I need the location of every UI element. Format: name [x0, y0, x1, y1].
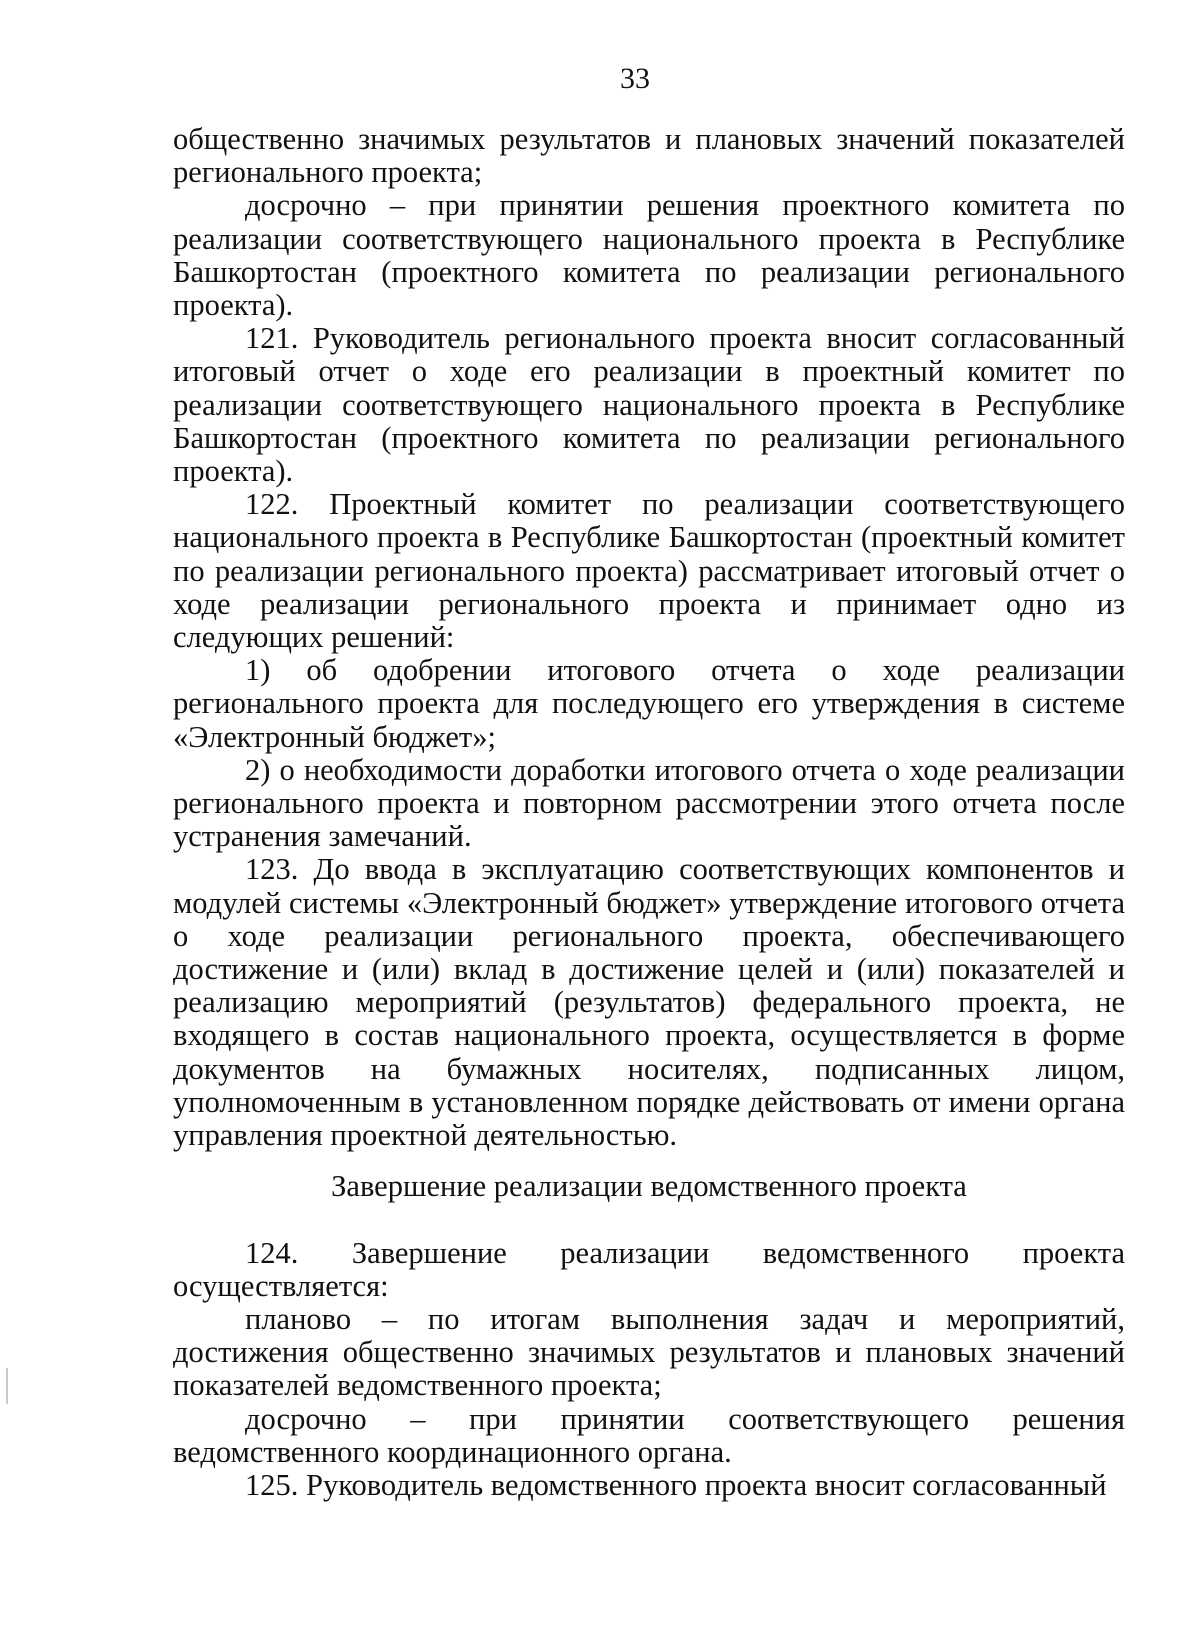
paragraph-early-completion: досрочно – при принятии решения проектного комитета по реализации соответствующего национального проекта в Республике Башкортостан (проектного комитета по реализации регионального проекта).	[173, 188, 1125, 323]
section-heading: Завершение реализации ведомственного проекта	[331, 1169, 967, 1204]
paragraph-122-item-1: 1) об одобрении итогового отчета о ходе реализации регионального проекта для последующего его утверждения в системе «Электронный бюджет»;	[173, 653, 1125, 754]
paragraph-continuation: общественно значимых результатов и плановых значений показателей регионального проекта;	[173, 122, 1125, 190]
scan-margin-mark	[6, 1368, 8, 1404]
paragraph-122-item-2: 2) о необходимости доработки итогового отчета о ходе реализации регионального проекта и повторном рассмотрении этого отчета после устранения замечаний.	[173, 752, 1125, 854]
paragraph-122: 122. Проектный комитет по реализации соответствующего национального проекта в Республике Башкортостан (проектный комитет по реализации регионального проекта) рассматривает итоговый отчет о ходе реализации регионального проекта и принимает одно из следующих решений:	[173, 487, 1125, 655]
paragraph-early-completion-departmental: досрочно – при принятии соответствующего решения ведомственного координационного органа.	[173, 1401, 1125, 1469]
document-body	[173, 123, 1125, 1502]
paragraph-121: 121. Руководитель регионального проекта вносит согласованный итоговый отчет о ходе его реализации в проектный комитет по реализации соответствующего национального проекта в Республике Башкортостан (проектного комитета по реализации регионального проекта).	[173, 321, 1125, 489]
paragraph-planned-completion: планово – по итогам выполнения задач и мероприятий, достижения общественно значимых результатов и плановых значений показателей ведомственного проекта;	[173, 1301, 1125, 1403]
paragraph-124: 124. Завершение реализации ведомственного проекта осуществляется:	[173, 1235, 1125, 1303]
page-number: 33	[620, 62, 650, 95]
paragraph-123: 123. До ввода в эксплуатацию соответствующих компонентов и модулей системы «Электронный бюджет» утверждение итогового отчета о ходе реализации регионального проекта, обеспечивающего достижение и (или) вклад в достижение целей и (или) показателей и реализацию мероприятий (результатов) федерального проекта, не входящего в состав национального проекта, осуществляется в форме документов на бумажных носителях, подписанных лицом, уполномоченным в установленном порядке действовать от имени органа управления проектной деятельностью.	[173, 852, 1125, 1153]
paragraph-125: 125. Руководитель ведомственного проекта вносит согласованный	[245, 1467, 1107, 1502]
